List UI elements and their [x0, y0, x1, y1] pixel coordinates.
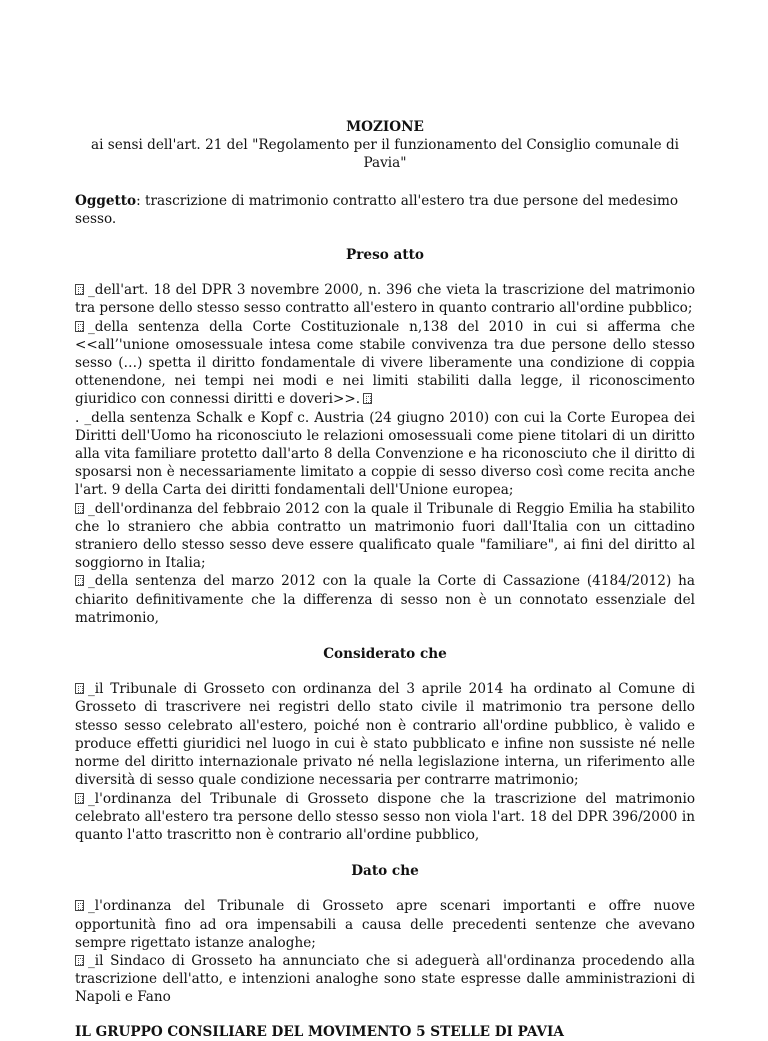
- item-text: _dell'art. 18 del DPR 3 novembre 2000, n. 396 che vieta la trascrizione del matrimonio tra persone dello stesso sesso contratto all'estero in quanto contrario all'ordine pubblico;: [75, 282, 695, 317]
- missing-glyph-icon: [75, 284, 84, 295]
- missing-glyph-icon: [75, 900, 84, 911]
- oggetto-line: [75, 192, 695, 228]
- item-text: _dell'ordinanza del febbraio 2012 con la quale il Tribunale di Reggio Emilia ha stabilito che lo straniero che abbia contratto un matrimonio fuori dall'Italia con un cittadino straniero dello stesso sesso deve essere qualificato quale "familiare", ai fini del diritto al soggiorno in Italia;: [75, 500, 695, 572]
- list-item: [75, 897, 695, 952]
- missing-glyph-icon: [75, 793, 84, 804]
- document-subtitle: ai sensi dell'art. 21 del "Regolamento per il funzionamento del Consiglio comunale di Pavia": [90, 137, 680, 172]
- section-heading-dato-che: Dato che: [351, 863, 419, 880]
- list-item: [75, 281, 695, 317]
- missing-glyph-icon: [75, 955, 84, 966]
- section-preso-atto: [75, 281, 695, 627]
- item-text: _della sentenza del marzo 2012 con la quale la Corte di Cassazione (4184/2012) ha chiarito definitivamente che la differenza di sesso non è un connotato essenziale del matrimonio,: [75, 573, 695, 626]
- missing-glyph-icon: [75, 683, 84, 694]
- section-heading-considerato-che: Considerato che: [323, 646, 447, 663]
- list-item: [75, 572, 695, 627]
- final-heading: IL GRUPPO CONSILIARE DEL MOVIMENTO 5 STELLE DI PAVIA: [75, 1023, 564, 1040]
- section-dato-che: [75, 897, 695, 1006]
- list-item: [75, 952, 695, 1007]
- item-text: _l'ordinanza del Tribunale di Grosseto dispone che la trascrizione del matrimonio celebrato all'estero tra persone dello stesso sesso non viola l'art. 18 del DPR 396/2000 in quanto l'atto trascritto non è contrario all'ordine pubblico,: [75, 790, 695, 843]
- missing-glyph-icon: [75, 321, 84, 332]
- oggetto-label: Oggetto: [75, 192, 137, 209]
- list-item: [75, 790, 695, 845]
- section-considerato-che: [75, 680, 695, 844]
- oggetto-text: : trascrizione di matrimonio contratto all'estero tra due persone del medesimo sesso.: [75, 192, 679, 227]
- item-text: _il Tribunale di Grosseto con ordinanza del 3 aprile 2014 ha ordinato al Comune di Grosseto di trascrivere nei registri dello stato civile il matrimonio tra persone dello stesso sesso celebrato all'estero, poiché non è contrario all'ordine pubblico, è valido e produce effetti giuridici nel luogo in cui è stato pubblicato e infine non sussiste né nelle norme del diritto internazionale privato né nella legislazione interna, un riferimento alle diversità di sesso quale condizione necessaria per contrarre matrimonio;: [75, 681, 695, 789]
- item-text: _il Sindaco di Grosseto ha annunciato che si adeguerà all'ordinanza procedendo alla trascrizione dell'atto, e intenzioni analoghe sono state espresse dalle amministrazioni di Napoli e Fano: [75, 952, 695, 1006]
- item-text: _l'ordinanza del Tribunale di Grosseto apre scenari importanti e offre nuove opportunità fino ad ora impensabili a causa delle precedenti sentenze che avevano sempre rigettato istanze analoghe;: [75, 898, 695, 951]
- section-heading-preso-atto: Preso atto: [346, 247, 424, 264]
- list-item: [75, 318, 695, 409]
- document-title: MOZIONE: [346, 119, 424, 135]
- missing-glyph-icon: [75, 503, 84, 514]
- missing-glyph-icon: [363, 393, 372, 404]
- item-text: . _della sentenza Schalk e Kopf c. Austria (24 giugno 2010) con cui la Corte Europea dei Diritti dell'Uomo ha riconosciuto le relazioni omosessuali come piene titolari di un diritto alla vita familiare protetto dall'arto 8 della Convenzione e ha riconosciuto che il diritto di sposarsi non è necessariamente limitato a coppie di sesso diverso così come recita anche l'art. 9 della Carta dei diritti fondamentali dell'Unione europea;: [75, 409, 695, 499]
- item-text: _della sentenza della Corte Costituzionale n,138 del 2010 in cui si afferma che <<all’'unione omosessuale intesa come stabile convivenza tra due persone dello stesso sesso (…) spetta il diritto fondamentale di vivere liberamente una condizione di coppia ottenendone, nei tempi nei modi e nei limiti stabiliti dalla legge, il riconoscimento giuridico con connessi diritti e doveri>>.: [75, 318, 695, 408]
- list-item: [75, 680, 695, 789]
- list-item: [75, 409, 695, 500]
- list-item: [75, 500, 695, 573]
- missing-glyph-icon: [75, 575, 84, 586]
- document-page: [75, 118, 695, 1041]
